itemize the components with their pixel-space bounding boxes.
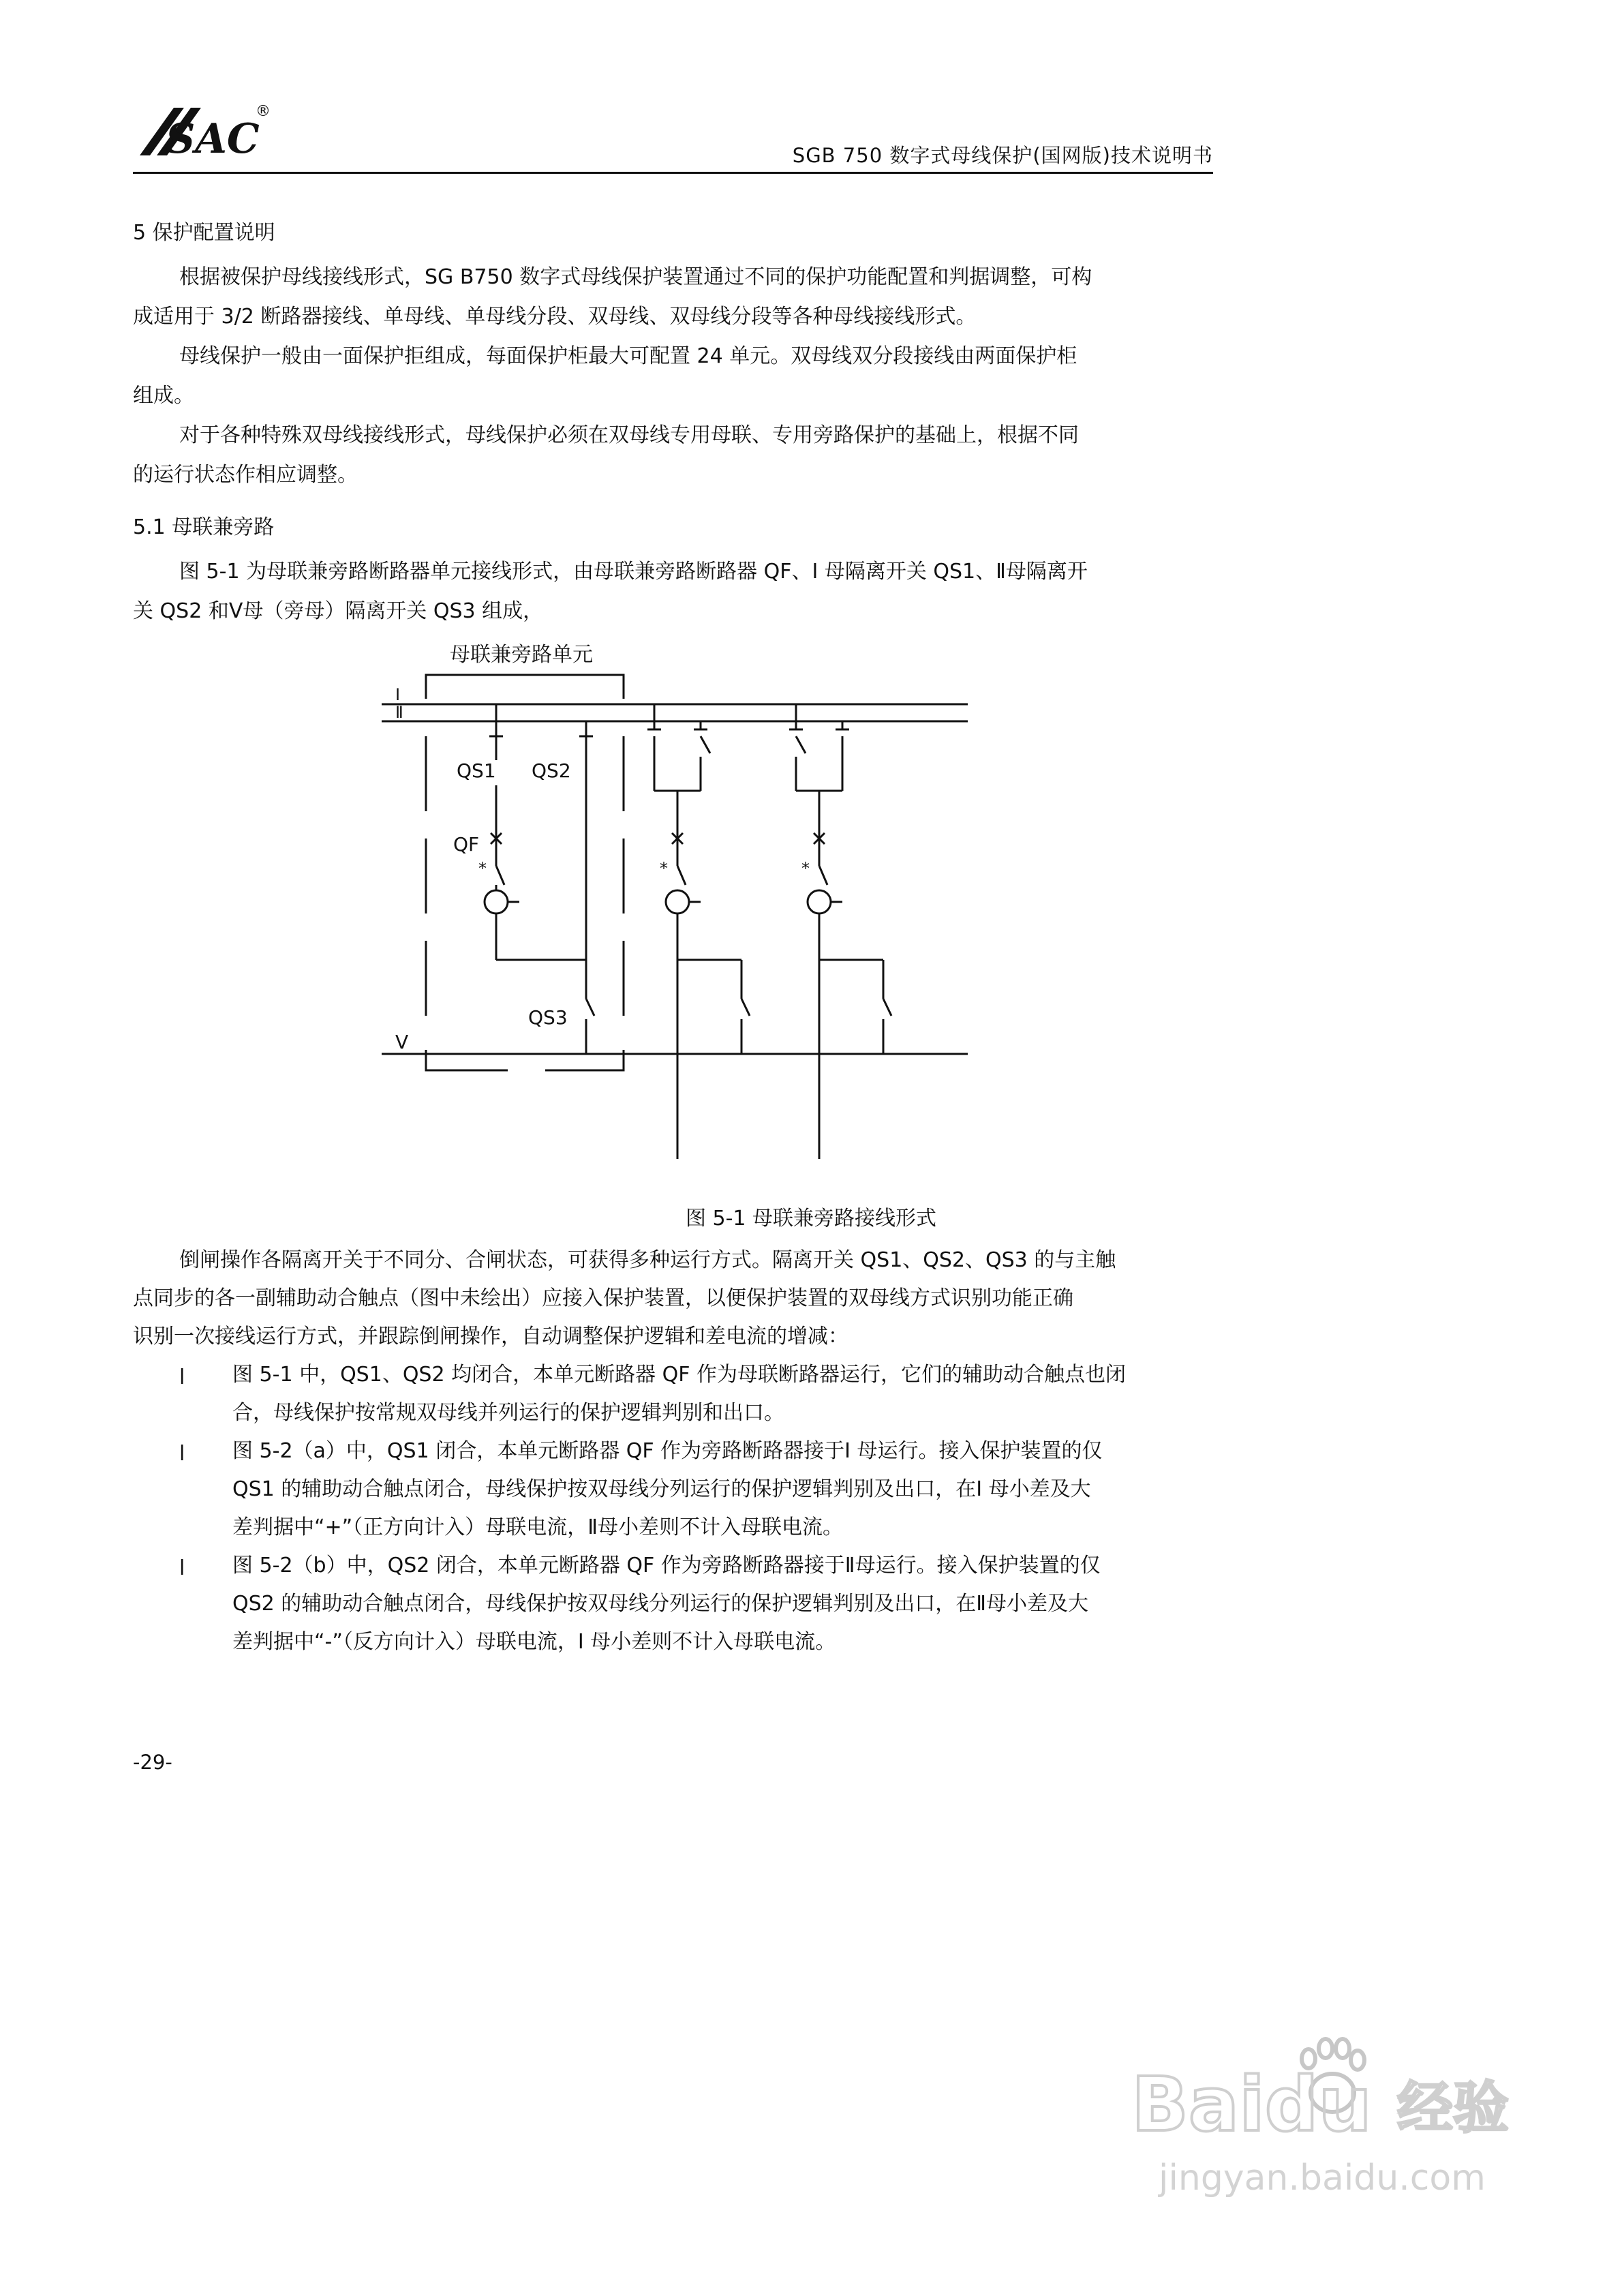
item1-line1: 图 5-1 中，QS1、QS2 均闭合，本单元断路器 QF 作为母联断路器运行，它们的辅助动合触点也闭 xyxy=(232,1363,1127,1387)
feeder-1 xyxy=(647,704,750,1159)
section-5-heading: 5 保护配置说明 xyxy=(133,221,275,245)
bus-2-label: Ⅱ xyxy=(395,703,403,722)
unit-bracket xyxy=(426,675,624,1070)
item3-line1: 图 5-2（b）中，QS2 闭合，本单元断路器 QF 作为旁路断路器接于Ⅱ母运行。接入保护装置的仅 xyxy=(232,1554,1101,1577)
unit-circuit xyxy=(485,704,594,1054)
watermark-url: jingyan.baidu.com xyxy=(1159,2158,1486,2199)
qf-star: * xyxy=(478,859,487,878)
feeder-2-star: * xyxy=(801,859,810,878)
body2-line3: 识别一次接线运行方式，并跟踪倒闸操作，自动调整保护逻辑和差电流的增减： xyxy=(133,1325,848,1348)
sac-logo xyxy=(133,94,276,169)
bus-1-label: Ⅰ xyxy=(395,685,401,704)
s51-p1-line2: 关 QS2 和Ⅴ母（旁母）隔离开关 QS3 组成， xyxy=(133,599,544,623)
qs1-label: QS1 xyxy=(457,759,496,782)
header-title: SGB 750 数字式母线保护(国网版)技术说明书 xyxy=(792,144,1213,167)
item2-line3: 差判据中“+”（正方向计入）母联电流，Ⅱ母小差则不计入母联电流。 xyxy=(232,1515,843,1539)
item3-line2: QS2 的辅助动合触点闭合，母线保护按双母线分列运行的保护逻辑判别及出口，在Ⅱ母小差及大 xyxy=(232,1592,1089,1616)
feeder-1-star: * xyxy=(660,859,668,878)
qs2-label: QS2 xyxy=(532,759,571,782)
watermark-brand: Baidu xyxy=(1131,2061,1372,2148)
header-rule xyxy=(133,172,1213,174)
bullet-mark: l xyxy=(179,1365,185,1389)
bullet-mark: l xyxy=(179,1442,185,1466)
unit-label: 母联兼旁路单元 xyxy=(450,643,593,667)
item2-line2: QS1 的辅助动合触点闭合，母线保护按双母线分列运行的保护逻辑判别及出口，在Ⅰ 母小差及大 xyxy=(232,1477,1091,1501)
item3-line3: 差判据中“-”（反方向计入）母联电流，Ⅰ 母小差则不计入母联电流。 xyxy=(232,1630,836,1654)
watermark-brand-cn: 经验 xyxy=(1397,2076,1510,2141)
bus-5-label: Ⅴ xyxy=(395,1031,409,1053)
s5-p1-line2: 成适用于 3/2 断路器接线、单母线、单母线分段、双母线、双母线分段等各种母线接线形式。 xyxy=(133,305,977,329)
qf-label: QF xyxy=(453,833,480,856)
wiring-diagram xyxy=(382,634,995,1179)
body2-line1: 倒闸操作各隔离开关于不同分、合闸状态，可获得多种运行方式。隔离开关 QS1、QS2、QS3 的与主触 xyxy=(179,1248,1116,1272)
page-number: -29- xyxy=(133,1751,172,1774)
s5-p2-line1: 母线保护一般由一面保护拒组成，每面保护柜最大可配置 24 单元。双母线双分段接线由两面保护柜 xyxy=(179,344,1077,368)
bullet-mark: l xyxy=(179,1556,185,1580)
s5-p2-line2: 组成。 xyxy=(133,384,194,408)
body2-line2: 点同步的各一副辅助动合触点（图中未绘出）应接入保护装置，以便保护装置的双母线方式识别功能正确 xyxy=(133,1286,1073,1310)
figure-caption: 图 5-1 母联兼旁路接线形式 xyxy=(685,1207,937,1230)
feeder-2 xyxy=(789,704,891,1159)
s5-p3-line2: 的运行状态作相应调整。 xyxy=(133,463,358,487)
qs3-label: QS3 xyxy=(528,1006,568,1029)
baidu-watermark xyxy=(1118,2011,1540,2216)
item1-line2: 合，母线保护按常规双母线并列运行的保护逻辑判别和出口。 xyxy=(232,1401,784,1425)
s5-p3-line1: 对于各种特殊双母线接线形式，母线保护必须在双母线专用母联、专用旁路保护的基础上，根据不同 xyxy=(179,423,1079,447)
s51-p1-line1: 图 5-1 为母联兼旁路断路器单元接线形式，由母联兼旁路断路器 QF、Ⅰ 母隔离开关 QS1、Ⅱ母隔离开 xyxy=(179,560,1088,584)
logo-text: SAC xyxy=(166,115,260,163)
registered-mark: ® xyxy=(256,103,271,120)
section-5-1-heading: 5.1 母联兼旁路 xyxy=(133,515,275,539)
s5-p1-line1: 根据被保护母线接线形式，SG B750 数字式母线保护装置通过不同的保护功能配置和判据调整，可构 xyxy=(179,265,1092,289)
item2-line1: 图 5-2（a）中，QS1 闭合，本单元断路器 QF 作为旁路断路器接于Ⅰ 母运行。接入保护装置的仅 xyxy=(232,1439,1103,1463)
